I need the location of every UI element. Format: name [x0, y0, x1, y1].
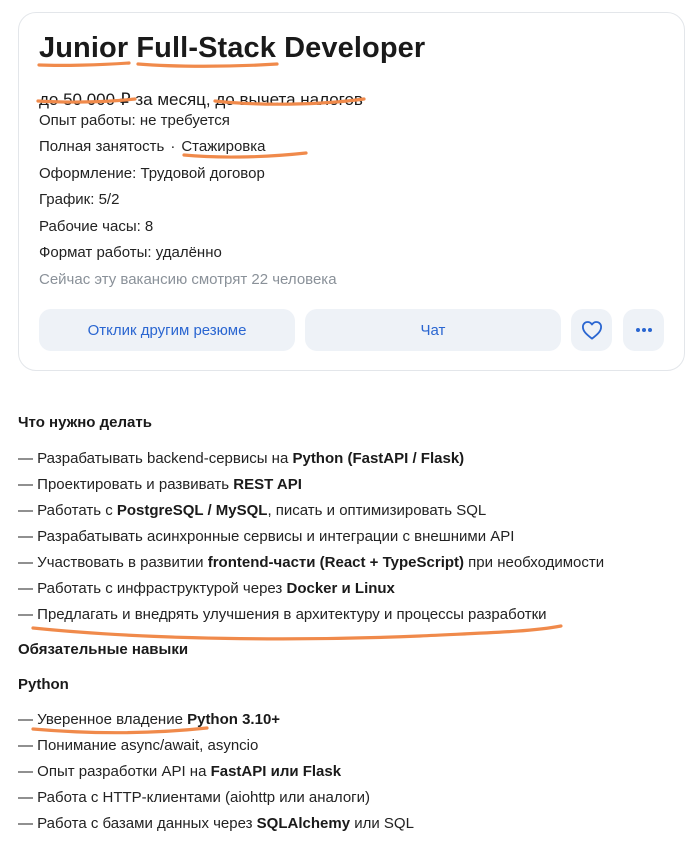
task-item: — Разрабатывать backend-сервисы на Python (FastAPI / Flask): [18, 450, 465, 467]
tasks-heading: Что нужно делать: [18, 414, 152, 431]
vacancy-title: Junior Full-Stack Developer: [39, 32, 426, 64]
skill-item: — Понимание async/await, asyncio: [18, 737, 259, 754]
skill-item: — Работа с базами данных через SQLAlchemy или SQL: [18, 815, 414, 832]
skill-item: — Уверенное владение Python 3.10+: [18, 711, 281, 728]
apply-other-resume-button[interactable]: Отклик другим резюме: [39, 309, 295, 351]
task-item: — Проектировать и развивать REST API: [18, 476, 302, 493]
task-item: — Предлагать и внедрять улучшения в архитектуру и процессы разработки: [18, 606, 547, 623]
more-dots-icon: [635, 327, 653, 333]
hours-text: Рабочие часы: 8: [39, 218, 154, 235]
skill-item: — Опыт разработки API на FastAPI или Flask: [18, 763, 342, 780]
task-item: — Работать с инфраструктурой через Docker и Linux: [18, 580, 395, 597]
work-format-text: Формат работы: удалённо: [39, 244, 222, 261]
task-item: — Участвовать в развитии frontend-части (React + TypeScript) при необходимости: [18, 554, 605, 571]
salary-amount: до 50 000 ₽: [39, 90, 131, 109]
favorite-button[interactable]: [571, 309, 612, 351]
viewers-count-text: Сейчас эту вакансию смотрят 22 человека: [39, 271, 337, 288]
contract-text: Оформление: Трудовой договор: [39, 165, 265, 182]
python-heading: Python: [18, 676, 69, 693]
salary-period: за месяц,: [130, 90, 216, 109]
underline-improvements: [33, 626, 561, 639]
more-options-button[interactable]: [623, 309, 664, 351]
internship-label: Стажировка: [181, 138, 266, 155]
salary-line: [39, 90, 363, 110]
underline-python-ownership: [33, 728, 207, 733]
employment-line: [39, 138, 266, 155]
skills-heading: Обязательные навыки: [18, 641, 189, 658]
schedule-text: График: 5/2: [39, 191, 120, 208]
separator-dot: ·: [170, 138, 176, 155]
vacancy-card: [18, 12, 685, 371]
heart-icon: [581, 320, 603, 340]
experience-text: Опыт работы: не требуется: [39, 112, 230, 129]
task-item: — Разрабатывать асинхронные сервисы и интеграции с внешними API: [18, 528, 515, 545]
employment-type: Полная занятость: [39, 138, 165, 155]
skill-item: — Работа с HTTP-клиентами (aiohttp или аналоги): [18, 789, 371, 806]
chat-button[interactable]: Чат: [305, 309, 561, 351]
salary-tax-note: до вычета налогов: [215, 90, 363, 109]
task-item: — Работать с PostgreSQL / MySQL, писать и оптимизировать SQL: [18, 502, 487, 519]
